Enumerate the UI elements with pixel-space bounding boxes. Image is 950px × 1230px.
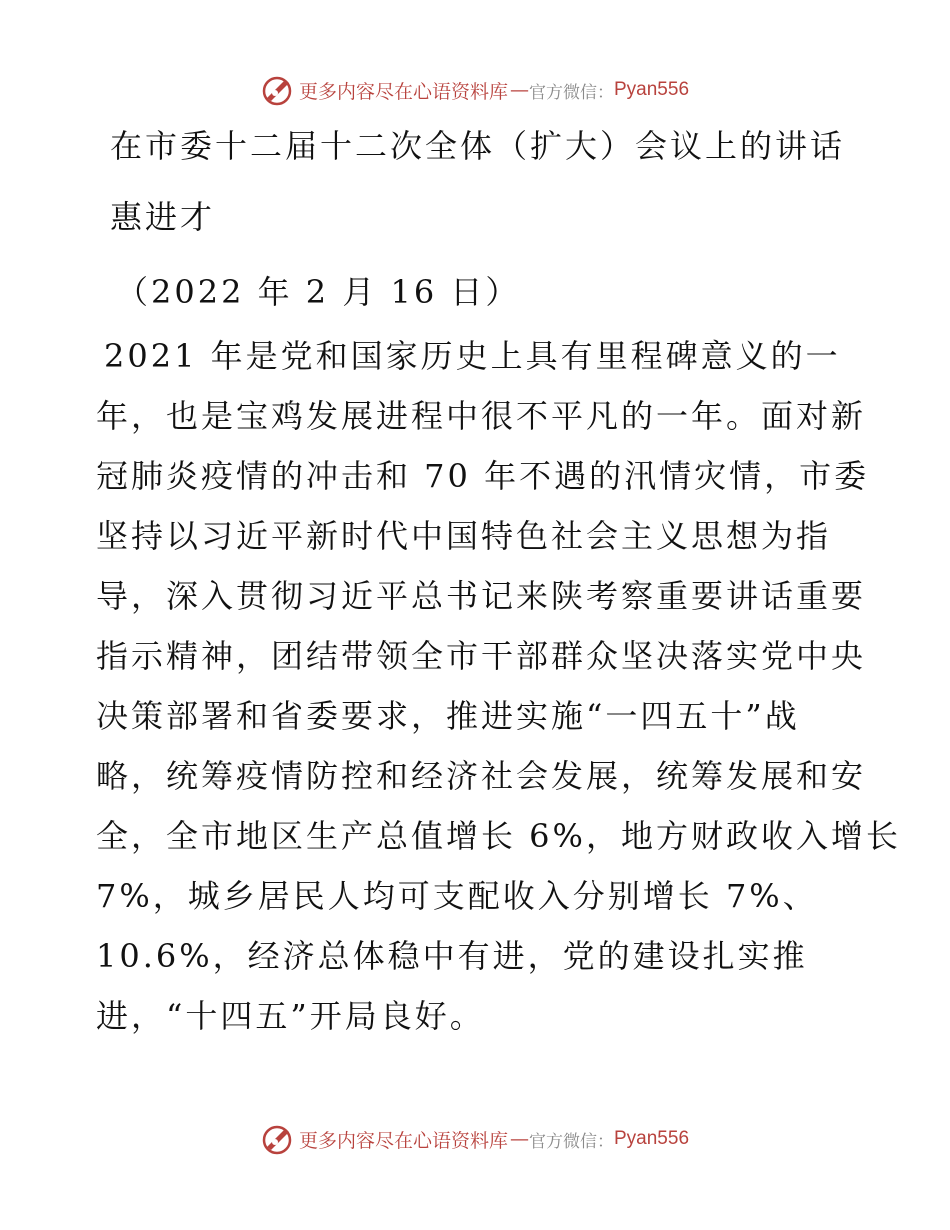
paragraph-line: 导，深入贯彻习近平总书记来陕考察重要讲话重要 <box>96 577 867 615</box>
paragraph-line: 年，也是宝鸡发展进程中很不平凡的一年。面对新 <box>96 397 867 435</box>
pen-logo-icon <box>261 74 293 106</box>
paragraph-line: 2021 年是党和国家历史上具有里程碑意义的一 <box>104 337 841 375</box>
pen-logo-icon <box>261 1123 293 1155</box>
watermark-main-text: 更多内容尽在心语资料库 <box>298 1129 508 1152</box>
document-title: 在市委十二届十二次全体（扩大）会议上的讲话 <box>110 127 846 165</box>
paragraph-line: 坚持以习近平新时代中国特色社会主义思想为指 <box>96 517 832 555</box>
watermark-wechat-id: Pyan556 <box>614 79 690 100</box>
watermark-main-text: 更多内容尽在心语资料库 <box>298 80 508 103</box>
document-author: 惠进才 <box>110 198 216 236</box>
paragraph-line: 冠肺炎疫情的冲击和 70 年不遇的汛情灾情，市委 <box>96 457 870 495</box>
paragraph-line: 全，全市地区生产总值增长 6%，地方财政收入增长 <box>96 817 901 855</box>
paragraph-line: 指示精神，团结带领全市干部群众坚决落实党中央 <box>96 637 867 675</box>
watermark-header <box>0 70 950 110</box>
document-date: （2022 年 2 月 16 日） <box>116 273 521 311</box>
paragraph-line: 10.6%，经济总体稳中有进，党的建设扎实推 <box>96 937 808 975</box>
body-paragraph <box>96 336 901 1056</box>
paragraph-line: 7%，城乡居民人均可支配收入分别增长 7%、 <box>96 877 818 915</box>
watermark-separator: — <box>510 79 527 101</box>
watermark-wechat-id: Pyan556 <box>614 1128 690 1149</box>
watermark-footer <box>0 1119 950 1159</box>
paragraph-line: 决策部署和省委要求，推进实施“一四五十”战 <box>96 697 800 735</box>
paragraph-line: 进，“十四五”开局良好。 <box>96 997 485 1035</box>
watermark-wechat-label: 官方微信： <box>529 82 614 103</box>
paragraph-line: 略，统筹疫情防控和经济社会发展，统筹发展和安 <box>96 757 867 795</box>
watermark-wechat-label: 官方微信： <box>529 1131 614 1152</box>
watermark-separator: — <box>510 1128 527 1150</box>
